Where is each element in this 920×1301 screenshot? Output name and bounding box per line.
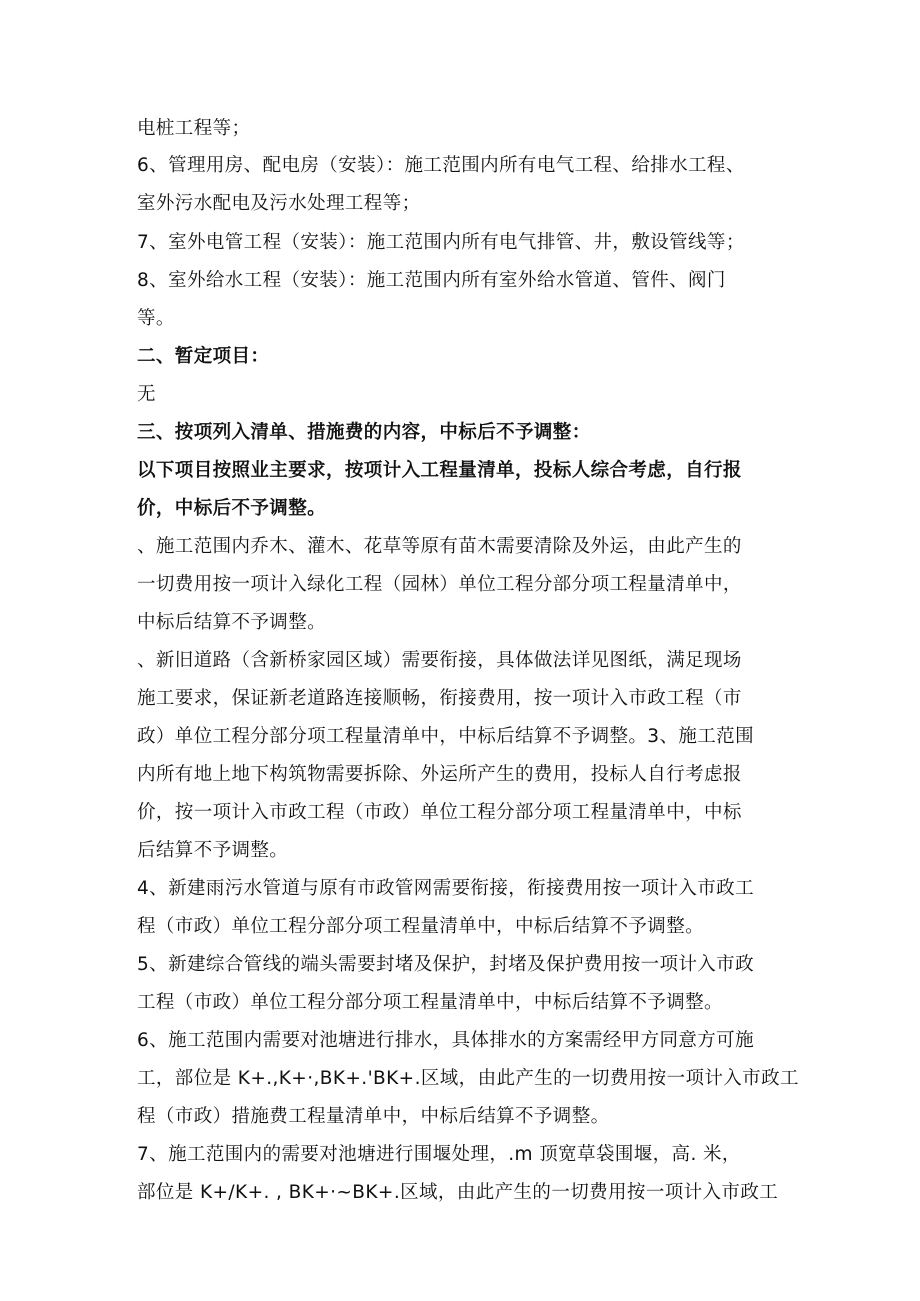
text-line-13: 一切费用按一项计入绿化工程（园林）单位工程分部分项工程量清单中， (137, 574, 742, 595)
text-line-12: 、施工范围内乔木、灌木、花草等原有苗木需要清除及外运，由此产生的 (137, 536, 742, 557)
text-line-28: 7、施工范围内的需要对池塘进行围堰处理，.m 顶宽草袋围堰，高. 米， (137, 1144, 741, 1165)
section-heading-2: 二、暂定项目： (137, 346, 270, 367)
text-line-23: 5、新建综合管线的端头需要封堵及保护，封堵及保护费用按一项计入市政 (137, 954, 754, 975)
text-line-25: 6、施工范围内需要对池塘进行排水，具体排水的方案需经甲方同意方可施 (137, 1030, 754, 1051)
text-line-16: 施工要求，保证新老道路连接顺畅，衔接费用，按一项计入市政工程（市 (137, 688, 742, 709)
text-line-18: 内所有地上地下构筑物需要拆除、外运所产生的费用，投标人自行考虑报 (137, 764, 742, 785)
text-line-29: 部位是 K+/K+. , BK+·~BK+.区域，由此产生的一切费用按一项计入市政工 (137, 1182, 779, 1203)
text-line-21: 4、新建雨污水管道与原有市政管网需要衔接，衔接费用按一项计入市政工 (137, 878, 754, 899)
text-line-15: 、新旧道路（含新桥家园区域）需要衔接，具体做法详见图纸，满足现场 (137, 650, 742, 671)
text-line-2: 6、管理用房、配电房（安装）：施工范围内所有电气工程、给排水工程、 (137, 155, 745, 176)
text-line-22: 程（市政）单位工程分部分项工程量清单中，中标后结算不予调整。 (137, 916, 705, 937)
text-line-5: 8、室外给水工程（安装）：施工范围内所有室外给水管道、管件、阀门 (137, 270, 726, 291)
text-line-19: 价，按一项计入市政工程（市政）单位工程分部分项工程量清单中，中标 (137, 802, 742, 823)
text-line-14: 中标后结算不予调整。 (137, 612, 327, 633)
text-line-26: 工，部位是 K+.,K+·,BK+.'BK+.区域，由此产生的一切费用按一项计入市政工 (137, 1068, 799, 1089)
text-line-3: 室外污水配电及污水处理工程等； (137, 193, 421, 214)
text-line-1: 电桩工程等； (137, 118, 251, 139)
section-heading-3: 三、按项列入清单、措施费的内容，中标后不予调整： (137, 422, 591, 443)
text-line-20: 后结算不予调整。 (137, 840, 289, 861)
bold-line-10: 以下项目按照业主要求，按项计入工程量清单，投标人综合考虑，自行报 (137, 460, 742, 481)
text-line-8: 无 (137, 384, 156, 405)
text-line-4: 7、室外电管工程（安装）：施工范围内所有电气排管、井，敷设管线等； (137, 232, 745, 253)
text-line-27: 程（市政）措施费工程量清单中，中标后结算不予调整。 (137, 1106, 610, 1127)
text-line-6: 等。 (137, 308, 175, 329)
text-line-17: 政）单位工程分部分项工程量清单中，中标后结算不予调整。3、施工范围 (137, 726, 754, 747)
text-line-24: 工程（市政）单位工程分部分项工程量清单中，中标后结算不予调整。 (137, 992, 723, 1013)
bold-line-11: 价，中标后不予调整。 (137, 498, 327, 519)
